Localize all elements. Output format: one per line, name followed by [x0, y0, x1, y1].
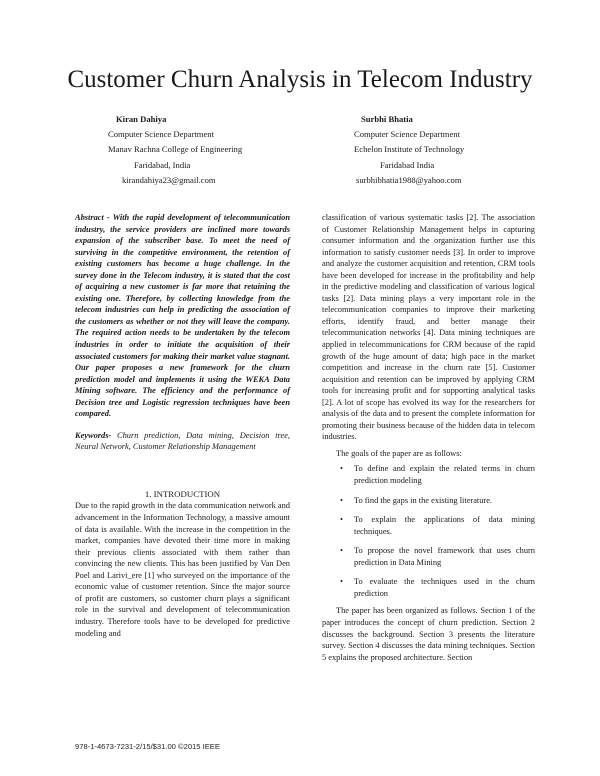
abstract: Abstract - With the rapid development of telecommunication industry, the service providers are inclined more towards expansion of the subscriber base. To meet the need of surviving in the competitive environment, the retention of existing customers has become a huge challenge. In the survey done in the Telecom industry, it is stated that the cost of acquiring a new customer is far more that retaining the existing one. Therefore, by collecting knowledge from the telecom industries can help in predicting the association of the customers as whether or not they will leave the company. The required action needs to be undertaken by the telecom industries in order to initiate the acquisition of their associated customers for making their market value stagnant. Our paper proposes a new framework for the churn prediction model and implements it using the WEKA Data Mining software. The efficiency and the performance of Decision tree and Logistic regression techniques have been compared.	[75, 213, 290, 419]
keywords	[75, 430, 290, 453]
list-item	[322, 463, 535, 486]
author-department: Computer Science Department	[108, 129, 214, 140]
goal-text: To propose the novel framework that uses churn prediction in Data Mining	[354, 546, 535, 567]
goals-list	[322, 463, 535, 599]
keywords-label: Keywords-	[75, 430, 112, 440]
author-name: Surbhi Bhatia	[361, 114, 413, 124]
author-block-2	[336, 112, 596, 188]
keywords-text: Churn prediction, Data mining, Decision tree, Neural Network, Customer Relationship Management	[75, 430, 290, 452]
list-item	[322, 545, 535, 568]
goal-text: To find the gaps in the existing literature.	[354, 495, 493, 505]
bullet-icon: •	[340, 464, 343, 474]
intro-paragraph-right: classification of various systematic tasks [2]. The association of Customer Relationship Management helps in capturing consumer information and the organization further use this information to satisfy customer needs [3]. In order to improve and analyze the customer acquisition and retention, CRM tools have been developed for increase in the profitability and help in the predictive modeling and classification of various logical tasks [2]. Data mining plays a very important role in the telecommunication companies to improve their marketing efforts, identify fraud, and better manage their telecommunication networks [4]. Data mining techniques are applied in telecommunications for CRM because of the rapid growth of the huge amount of data; high pace in the market competition and increase in the churn rate [5]. Customer acquisition and retention can be improved by applying CRM tools for increasing profit and for supporting analytical tasks [2]. A lot of scope has evolved its way for the researchers for analysis of the data and to present the complete information for promoting their business because of the hidden data in telecom industries.	[322, 213, 535, 442]
author-name: Kiran Dahiya	[116, 114, 167, 124]
list-item	[322, 495, 535, 507]
bullet-icon: •	[340, 515, 343, 525]
organization-paragraph: The paper has been organized as follows. Section 1 of the paper introduces the concept of churn prediction. Section 2 discusses the background. Section 3 presents the literature survey. Section 4 discusses the data mining techniques. Section 5 explains the proposed architecture. Section	[322, 606, 535, 662]
goal-text: To evaluate the techniques used in the churn prediction	[354, 577, 535, 598]
author-location: Faridabad India	[380, 159, 435, 170]
list-item	[322, 576, 535, 599]
bullet-icon: •	[340, 495, 343, 505]
goal-text: To explain the applications of data mining techniques.	[354, 515, 535, 536]
list-item	[322, 514, 535, 537]
author-institution: Manav Rachna College of Engineering	[108, 144, 243, 155]
left-column	[75, 212, 290, 639]
section-heading-introduction: 1. INTRODUCTION	[144, 488, 221, 499]
goal-text: To define and explain the related terms in churn prediction modeling	[354, 464, 535, 486]
right-column	[322, 212, 535, 663]
intro-paragraph-left: Due to the rapid growth in the data communication network and advancement in the Information Technology, a massive amount of data is available. With the increase in the competition in the market, companies have devoted their time more in making their previous clients associated with them rather than convincing the new clients. This has been justified by Van Den Poel and Larivi_ere [1] who surveyed on the importance of the economic value of customer retention. Since the major source of profit are customers, so customer churn plays a significant role in the survival and development of telecommunication industry. Therefore tools have to be developed for predictive modeling and	[75, 501, 290, 638]
author-department: Computer Science Department	[354, 129, 460, 140]
author-block-1	[62, 112, 322, 188]
copyright-footer: 978-1-4673-7231-2/15/$31.00 ©2015 IEEE	[75, 742, 220, 751]
author-location: Faridabad, India	[134, 159, 191, 170]
paper-title: Customer Churn Analysis in Telecom Industry	[67, 66, 533, 93]
author-institution: Echelon Institute of Technology	[354, 144, 465, 155]
author-email: surbhibhatia1988@yahoo.com	[356, 174, 462, 185]
author-email: kirandahiya23@gmail.com	[122, 174, 216, 185]
bullet-icon: •	[340, 577, 343, 587]
bullet-icon: •	[340, 546, 343, 556]
goals-intro: The goals of the paper are as follows:	[336, 448, 462, 458]
